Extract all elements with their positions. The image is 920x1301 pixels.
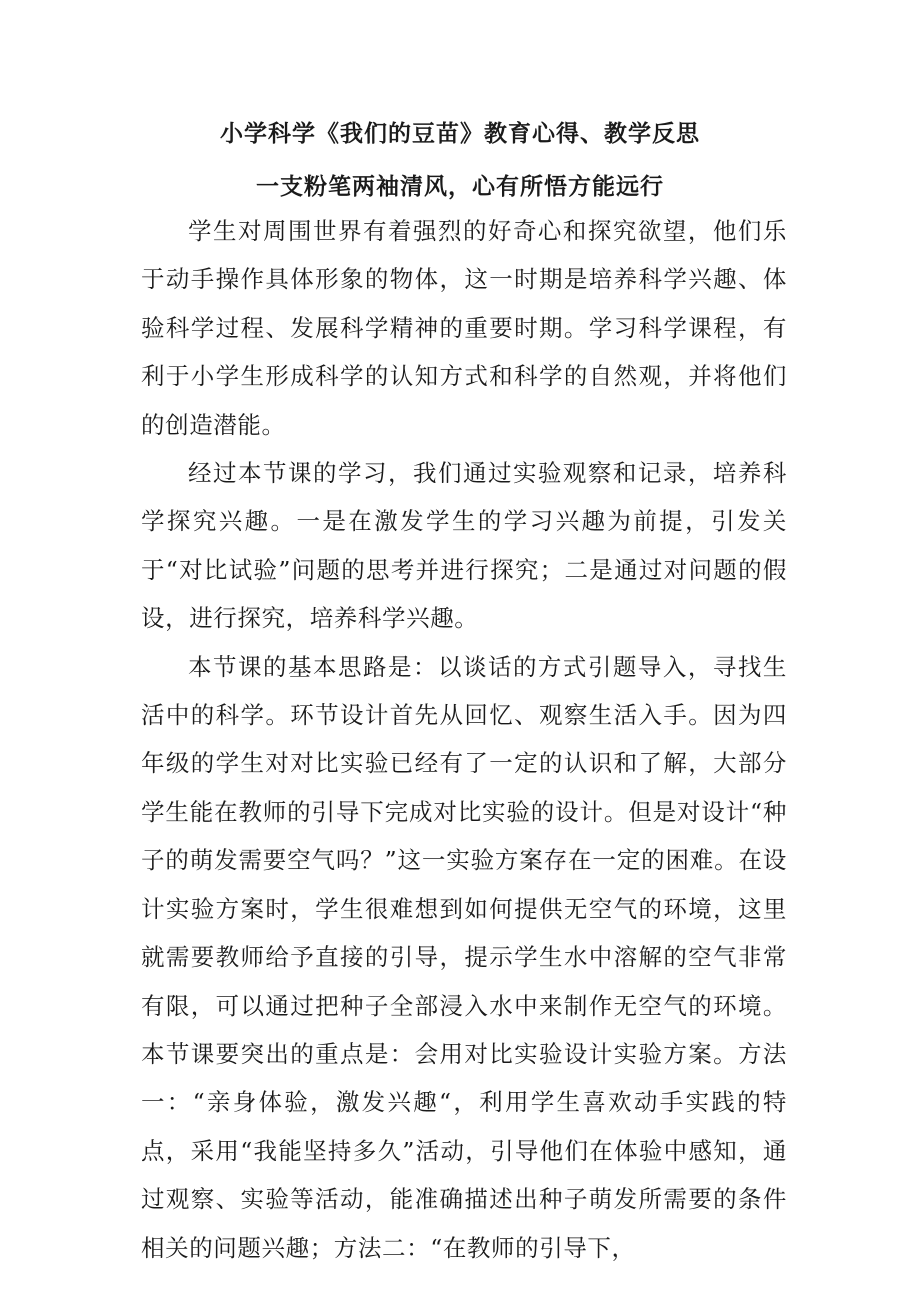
paragraph-1: 学生对周围世界有着强烈的好奇心和探究欲望，他们乐于动手操作具体形象的物体，这一时期是培养科学兴趣、体验科学过程、发展科学精神的重要时期。学习科学课程，有利于小学生形成科学的认知方式和科学的自然观，并将他们的创造潜能。 xyxy=(141,217,787,439)
paragraph-3: 本节课的基本思路是：以谈话的方式引题导入，寻找生活中的科学。环节设计首先从回忆、观察生活入手。因为四年级的学生对对比实验已经有了一定的认识和了解，大部分学生能在教师的引导下完成对比实验的设计。但是对设计“种子的萌发需要空气吗？”这一实验方案存在一定的困难。在设计实验方案时，学生很难想到如何提供无空气的环境，这里就需要教师给予直接的引导，提示学生水中溶解的空气非常有限，可以通过把种子全部浸入水中来制作无空气的环境。本节课要突出的重点是：会用对比实验设计实验方案。方法一：“亲身体验，激发兴趣“，利用学生喜欢动手实践的特点，采用“我能坚持多久”活动，引导他们在体验中感知，通过观察、实验等活动，能准确描述出种子萌发所需要的条件相关的问题兴趣；方法二：“在教师的引导下， xyxy=(141,652,787,1262)
document-title: 小学科学《我们的豆苗》教育心得、教学反思 xyxy=(220,120,700,147)
document-body xyxy=(141,207,787,1272)
paragraph-2: 经过本节课的学习，我们通过实验观察和记录，培养科学探究兴趣。一是在激发学生的学习兴趣为前提，引发关于“对比试验”问题的思考并进行探究；二是通过对问题的假设，进行探究，培养科学兴趣。 xyxy=(141,459,787,633)
document-subtitle: 一支粉笔两袖清风，心有所悟方能远行 xyxy=(256,173,664,200)
